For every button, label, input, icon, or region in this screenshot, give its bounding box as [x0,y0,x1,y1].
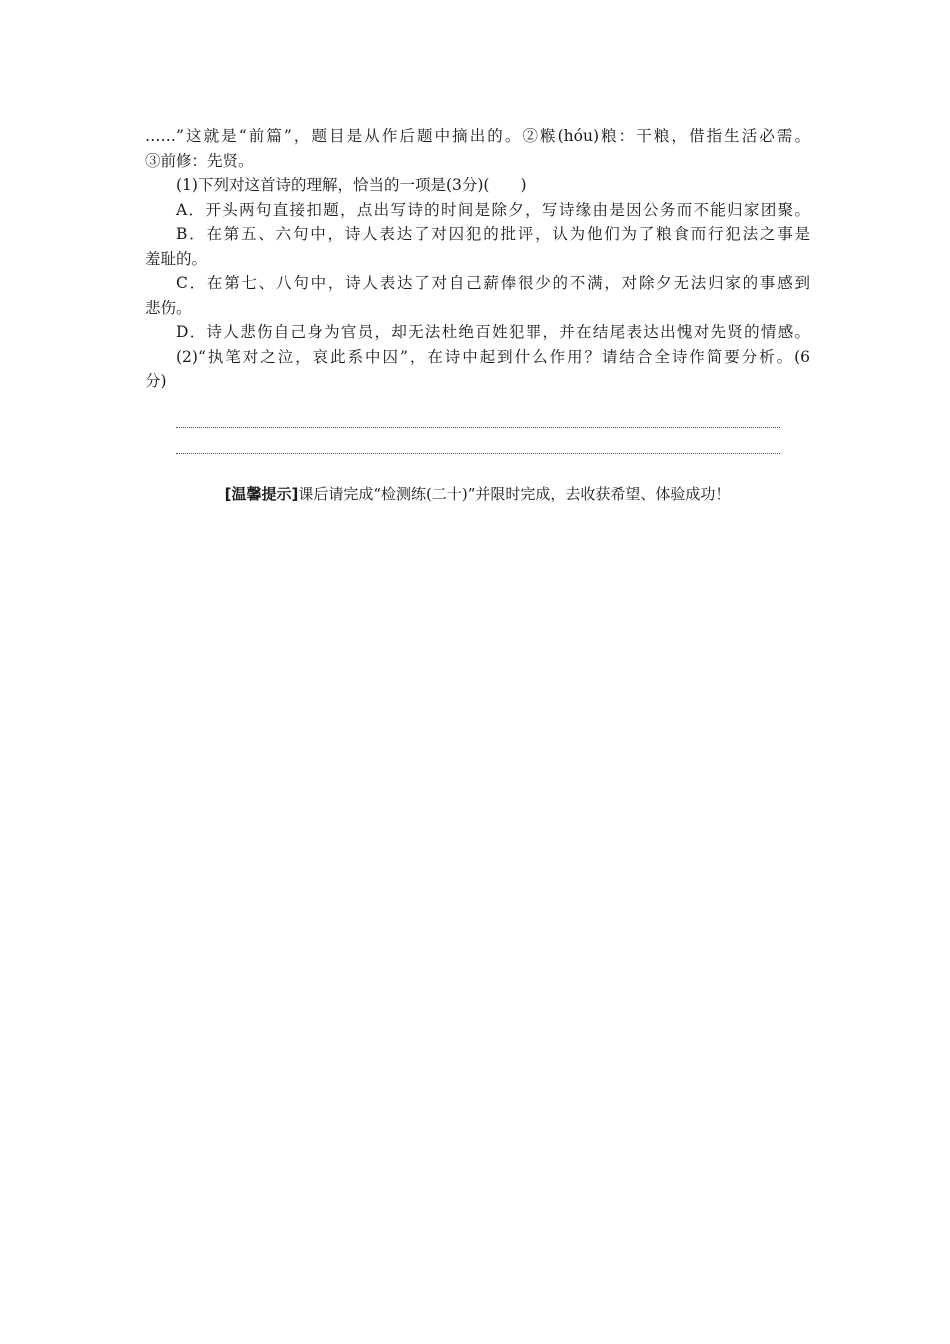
option-d: D．诗人悲伤自己身为官员，却无法杜绝百姓犯罪，并在结尾表达出愧对先贤的情感。 [176,323,810,341]
reminder-label: [温馨提示] [224,484,299,503]
option-b-line-2: 羞耻的。 [145,249,208,268]
option-c-line-1: C．在第七、八句中，诗人表达了对自己薪俸很少的不满，对除夕无法归家的事感到 [176,274,810,292]
question-1-stem: (1)下列对这首诗的理解，恰当的一项是(3分)( ) [176,176,527,194]
note-line-1: ……”这就是“前篇”，题目是从作后题中摘出的。②糇(hóu)粮：干粮，借指生活必需。 [145,127,810,145]
question-2-stem-line-1: (2)“执笔对之泣，哀此系中囚”，在诗中起到什么作用？请结合全诗作简要分析。(6 [176,347,810,366]
answer-line[interactable] [176,428,780,454]
answer-line[interactable] [176,402,780,428]
note-line-2: ③前修：先贤。 [145,151,254,170]
question-2-stem-line-2: 分) [145,372,167,390]
option-c-line-2: 悲伤。 [145,298,192,317]
document-page [145,124,810,506]
reminder-text: 课后请完成“检测练(二十)”并限时完成，去收获希望、体验成功！ [298,484,731,503]
reminder-tip [145,482,810,506]
answer-area[interactable] [145,402,780,454]
option-a: A．开头两句直接扣题，点出写诗的时间是除夕，写诗缘由是因公务而不能归家团聚。 [176,200,810,219]
option-b-line-1: B．在第五、六句中，诗人表达了对囚犯的批评，认为他们为了粮食而行犯法之事是 [176,225,810,243]
